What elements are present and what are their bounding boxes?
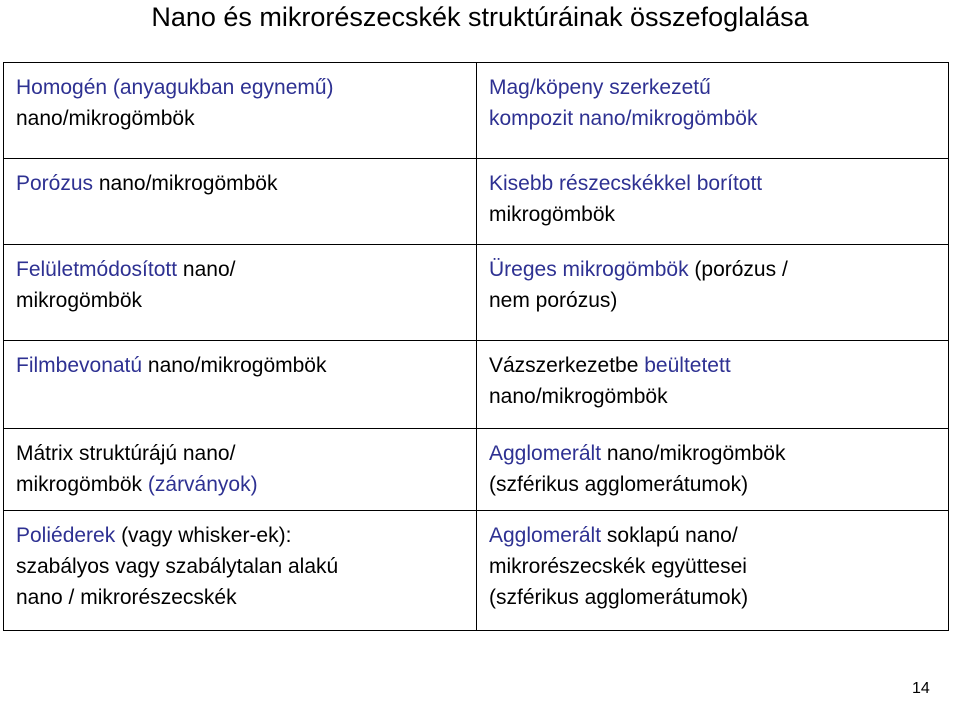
text-segment: mikrorészecskék együttesei	[489, 555, 747, 578]
cell-text	[16, 341, 476, 381]
text-segment: szabályos vagy szabálytalan alakú	[16, 555, 339, 578]
text-line	[16, 520, 476, 551]
table-cell-left	[4, 429, 477, 511]
text-line	[489, 103, 948, 134]
highlighted-term: Mag/köpeny szerkezetű	[489, 76, 711, 99]
text-line	[489, 350, 948, 381]
text-line	[489, 254, 948, 285]
table-cell-left	[4, 159, 477, 245]
text-segment: (szférikus agglomerátumok)	[489, 473, 749, 496]
highlighted-term: Homogén (anyagukban egynemű)	[16, 76, 334, 99]
highlighted-term: Agglomerált	[489, 442, 602, 465]
highlighted-term: Kisebb részecskékkel borított	[489, 172, 763, 195]
text-line	[489, 168, 948, 199]
text-line	[16, 285, 476, 316]
cell-text	[489, 63, 948, 134]
table-row	[4, 159, 949, 245]
text-line	[489, 551, 948, 582]
summary-table	[3, 62, 949, 631]
text-segment: (szférikus agglomerátumok)	[489, 586, 749, 609]
table-cell-left	[4, 511, 477, 631]
text-segment: nano/mikrogömbök	[601, 442, 786, 465]
table-cell-left	[4, 245, 477, 341]
text-line	[489, 285, 948, 316]
highlighted-term: (zárványok)	[147, 473, 258, 496]
text-line	[16, 551, 476, 582]
text-line	[16, 103, 476, 134]
table-cell-right	[477, 159, 949, 245]
slide-title: Nano és mikrorészecskék struktúráinak összefoglalása	[151, 2, 809, 32]
text-segment: (vagy whisker-ek):	[115, 524, 292, 547]
table-cell-right	[477, 429, 949, 511]
text-line	[16, 72, 476, 103]
cell-text	[489, 159, 948, 230]
text-line	[489, 199, 948, 230]
text-segment: nem porózus)	[489, 289, 618, 312]
highlighted-term: Porózus	[16, 172, 94, 195]
table-row	[4, 341, 949, 429]
text-segment: mikrogömbök	[489, 203, 616, 226]
cell-text	[16, 245, 476, 316]
text-segment: mikrogömbök	[16, 289, 143, 312]
text-line	[16, 350, 476, 381]
table-cell-right	[477, 63, 949, 159]
text-segment: nano/mikrogömbök	[93, 172, 278, 195]
text-line	[489, 381, 948, 412]
highlighted-term: beültetett	[644, 354, 731, 377]
text-line	[16, 469, 476, 500]
text-segment: mikrogömbök	[16, 473, 148, 496]
text-segment: nano/	[177, 258, 236, 281]
highlighted-term: Üreges mikrogömbök	[489, 258, 689, 281]
highlighted-term: kompozit nano/mikrogömbök	[489, 107, 758, 130]
text-segment: soklapú nano/	[601, 524, 738, 547]
text-segment: nano/mikrogömbök	[489, 385, 668, 408]
table-row	[4, 429, 949, 511]
text-line	[489, 72, 948, 103]
page-number: 14	[912, 680, 930, 697]
text-segment: nano/mikrogömbök	[16, 107, 195, 130]
text-line	[16, 438, 476, 469]
text-segment: nano / mikrorészecskék	[16, 586, 237, 609]
text-segment: nano/mikrogömbök	[142, 354, 327, 377]
cell-text	[489, 341, 948, 412]
highlighted-term: Filmbevonatú	[16, 354, 143, 377]
cell-text	[489, 429, 948, 500]
text-line	[489, 438, 948, 469]
highlighted-term: Poliéderek	[16, 524, 116, 547]
table-row	[4, 245, 949, 341]
table-cell-right	[477, 341, 949, 429]
text-line	[16, 168, 476, 199]
text-line	[489, 469, 948, 500]
summary-table-body	[4, 63, 949, 631]
cell-text	[16, 159, 476, 199]
cell-text	[489, 511, 948, 613]
table-cell-right	[477, 245, 949, 341]
table-row	[4, 511, 949, 631]
table-cell-right	[477, 511, 949, 631]
table-cell-left	[4, 341, 477, 429]
cell-text	[16, 511, 476, 613]
text-line	[489, 582, 948, 613]
text-segment: (porózus /	[688, 258, 788, 281]
table-cell-left	[4, 63, 477, 159]
text-line	[489, 520, 948, 551]
text-segment: Mátrix struktúrájú nano/	[16, 442, 236, 465]
highlighted-term: Agglomerált	[489, 524, 602, 547]
cell-text	[489, 245, 948, 316]
highlighted-term: Felületmódosított	[16, 258, 178, 281]
text-segment: Vázszerkezetbe	[489, 354, 645, 377]
text-line	[16, 254, 476, 285]
cell-text	[16, 63, 476, 134]
table-row	[4, 63, 949, 159]
cell-text	[16, 429, 476, 500]
text-line	[16, 582, 476, 613]
